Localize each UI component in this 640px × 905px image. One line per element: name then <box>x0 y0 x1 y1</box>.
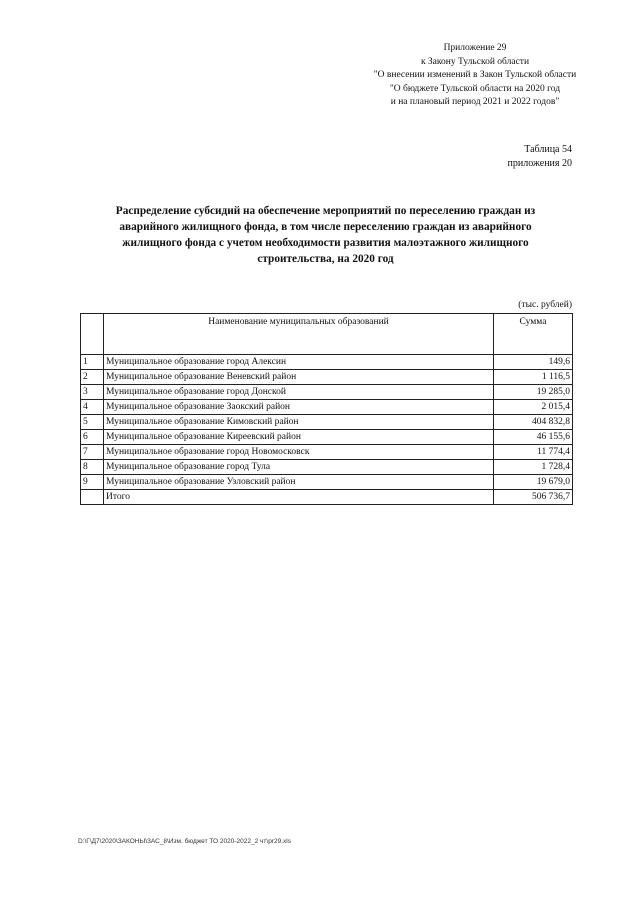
table-reference <box>508 143 572 171</box>
header-line: к Закону Тульской области <box>420 56 530 67</box>
row-amount: 2 015,4 <box>494 400 573 415</box>
row-num: 3 <box>81 385 104 400</box>
row-name: Муниципальное образование Кимовский район <box>104 415 494 430</box>
table-row <box>81 355 573 370</box>
row-num: 8 <box>81 460 104 475</box>
total-row <box>81 490 573 505</box>
row-name: Муниципальное образование Заокский район <box>104 400 494 415</box>
row-name: Муниципальное образование Веневский район <box>104 370 494 385</box>
total-label: Итого <box>104 490 494 505</box>
table-header-row <box>81 314 573 355</box>
table-row <box>81 415 573 430</box>
header-name: Наименование муниципальных образований <box>104 314 494 355</box>
appendix-header <box>330 42 620 110</box>
units-label: (тыс. рублей) <box>518 300 572 310</box>
file-path-footer: D:\Г\Д7\2020\ЗАКОНЫ\ЗАС_8\Изм. бюджет ТО 2020-2022_2 чт\pr29.xls <box>78 838 291 845</box>
row-num: 7 <box>81 445 104 460</box>
row-amount: 149,6 <box>494 355 573 370</box>
row-amount: 11 774,4 <box>494 445 573 460</box>
header-line: "О внесении изменений в Закон Тульской области <box>373 70 577 80</box>
row-name: Муниципальное образование Киреевский район <box>104 430 494 445</box>
header-num <box>81 314 104 355</box>
table-row <box>81 385 573 400</box>
row-amount: 1 116,5 <box>494 370 573 385</box>
row-name: Муниципальное образование город Тула <box>104 460 494 475</box>
subsidy-table <box>80 313 573 505</box>
table-row <box>81 370 573 385</box>
row-name: Муниципальное образование город Донской <box>104 385 494 400</box>
row-amount: 1 728,4 <box>494 460 573 475</box>
total-amount: 506 736,7 <box>494 490 573 505</box>
row-num: 1 <box>81 355 104 370</box>
header-amount: Сумма <box>494 314 573 355</box>
row-num: 6 <box>81 430 104 445</box>
header-line: "О бюджете Тульской области на 2020 год <box>389 83 561 94</box>
row-amount: 19 679,0 <box>494 475 573 490</box>
row-amount: 404 832,8 <box>494 415 573 430</box>
title-line: аварийного жилищного фонда, в том числе переселению граждан из аварийного <box>119 221 532 233</box>
row-name: Муниципальное образование город Новомосковск <box>104 445 494 460</box>
table-ref-line2: приложения 20 <box>507 158 572 169</box>
table-row <box>81 430 573 445</box>
title-line: жилищного фонда с учетом необходимости развития малоэтажного жилищного <box>122 237 529 249</box>
document-title <box>78 203 573 267</box>
table-row <box>81 400 573 415</box>
title-line: строительства, на 2020 год <box>257 253 394 265</box>
row-num: 2 <box>81 370 104 385</box>
table-ref-line1: Таблица 54 <box>524 144 572 155</box>
header-line: Приложение 29 <box>443 43 507 53</box>
table-row <box>81 475 573 490</box>
row-amount: 19 285,0 <box>494 385 573 400</box>
table-row <box>81 460 573 475</box>
row-name: Муниципальное образование город Алексин <box>104 355 494 370</box>
row-amount: 46 155,6 <box>494 430 573 445</box>
table-row <box>81 445 573 460</box>
row-num: 9 <box>81 475 104 490</box>
row-num: 5 <box>81 415 104 430</box>
header-line: и на плановый период 2021 и 2022 годов" <box>390 97 560 107</box>
row-name: Муниципальное образование Узловский район <box>104 475 494 490</box>
title-line: Распределение субсидий на обеспечение мероприятий по переселению граждан из <box>115 205 536 217</box>
row-num: 4 <box>81 400 104 415</box>
total-num <box>81 490 104 505</box>
